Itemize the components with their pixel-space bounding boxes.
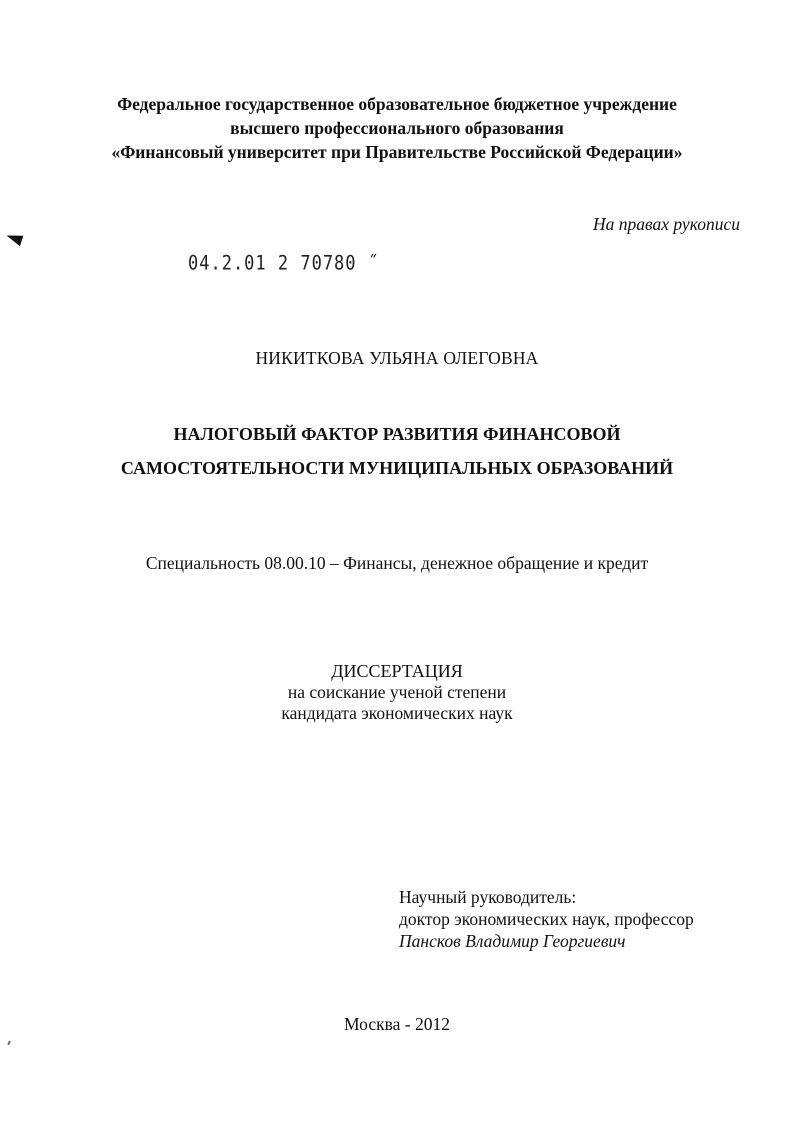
registration-stamp: 04.2.01 2 70780 ˝: [188, 252, 379, 275]
institution-line-3: «Финансовый университет при Правительстве Российской Федерации»: [111, 142, 683, 162]
work-type: ДИССЕРТАЦИЯ: [331, 661, 463, 681]
dissertation-title: [0, 417, 794, 485]
author-name: НИКИТКОВА УЛЬЯНА ОЛЕГОВНА: [255, 348, 539, 368]
institution-line-1: Федеральное государственное образовательное бюджетное учреждение: [117, 94, 677, 114]
scientific-advisor: [399, 886, 694, 952]
specialty-line: Специальность 08.00.10 – Финансы, денежное обращение и кредит: [145, 553, 649, 573]
work-type-block: [0, 661, 794, 724]
advisor-label: Научный руководитель:: [399, 887, 577, 907]
triangle-pointer-icon: [5, 231, 24, 246]
degree-purpose: на соискание ученой степени: [287, 682, 507, 702]
advisor-name: Пансков Владимир Георгиевич: [399, 931, 626, 951]
title-line-2: САМОСТОЯТЕЛЬНОСТИ МУНИЦИПАЛЬНЫХ ОБРАЗОВАНИЙ: [120, 458, 674, 478]
degree-name: кандидата экономических наук: [281, 703, 513, 723]
scan-speck: [7, 1041, 11, 1045]
advisor-rank: доктор экономических наук, профессор: [399, 909, 694, 929]
title-line-1: НАЛОГОВЫЙ ФАКТОР РАЗВИТИЯ ФИНАНСОВОЙ: [173, 424, 621, 444]
institution-header: [0, 92, 794, 164]
manuscript-rights-note: На правах рукописи: [593, 214, 740, 234]
institution-line-2: высшего профессионального образования: [230, 118, 564, 138]
place-and-year: Москва - 2012: [344, 1014, 450, 1034]
